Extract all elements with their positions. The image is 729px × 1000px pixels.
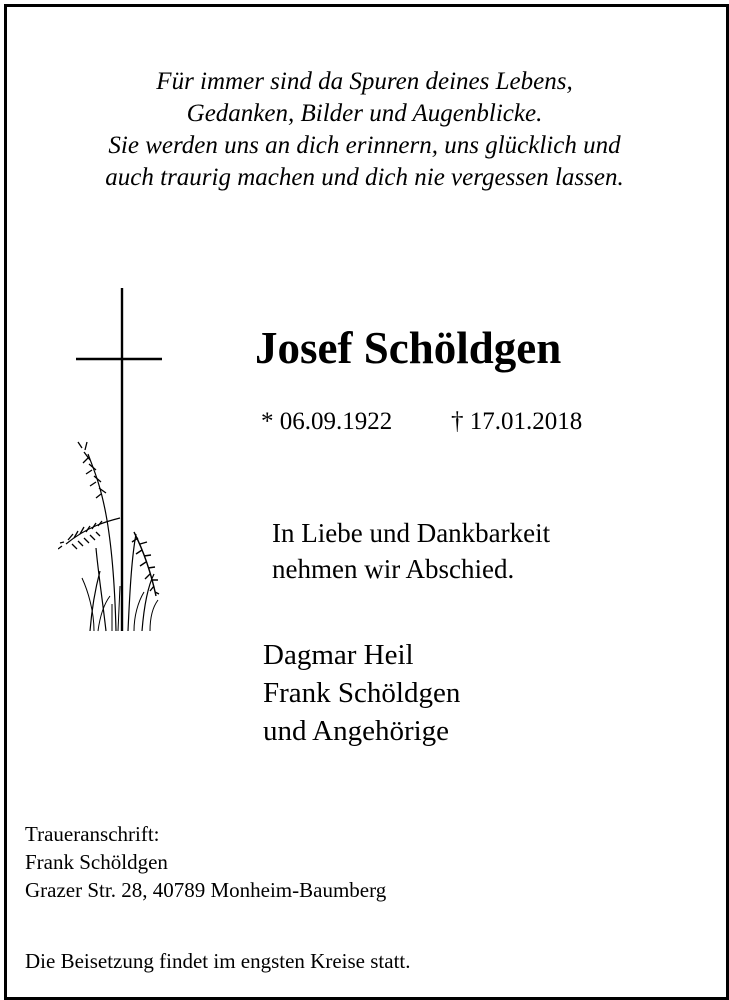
farewell-line: In Liebe und Dankbarkeit <box>272 518 551 548</box>
mourners-list <box>263 636 460 750</box>
address-street: Grazer Str. 28, 40789 Monheim-Baumberg <box>25 878 387 902</box>
cross-with-wheat-icon <box>58 286 178 636</box>
birth-date: * 06.09.1922 <box>261 408 393 435</box>
farewell-text <box>272 515 550 587</box>
mourner-name: Dagmar Heil <box>263 639 414 671</box>
poem-line: auch traurig machen und dich nie vergessen lassen. <box>105 164 624 191</box>
deceased-name: Josef Schöldgen <box>255 323 562 373</box>
memorial-poem <box>0 66 729 194</box>
burial-note: Die Beisetzung findet im engsten Kreise statt. <box>25 949 411 973</box>
mourner-name: und Angehörige <box>263 715 450 747</box>
poem-line: Für immer sind da Spuren deines Lebens, <box>156 68 573 95</box>
mourning-address <box>25 820 386 904</box>
address-label: Traueranschrift: <box>25 822 160 846</box>
poem-line: Sie werden uns an dich erinnern, uns glücklich und <box>108 132 621 159</box>
poem-line: Gedanken, Bilder und Augenblicke. <box>186 100 543 127</box>
death-date: † 17.01.2018 <box>451 408 583 435</box>
address-name: Frank Schöldgen <box>25 850 168 874</box>
mourner-name: Frank Schöldgen <box>263 677 461 709</box>
farewell-line: nehmen wir Abschied. <box>272 554 515 584</box>
